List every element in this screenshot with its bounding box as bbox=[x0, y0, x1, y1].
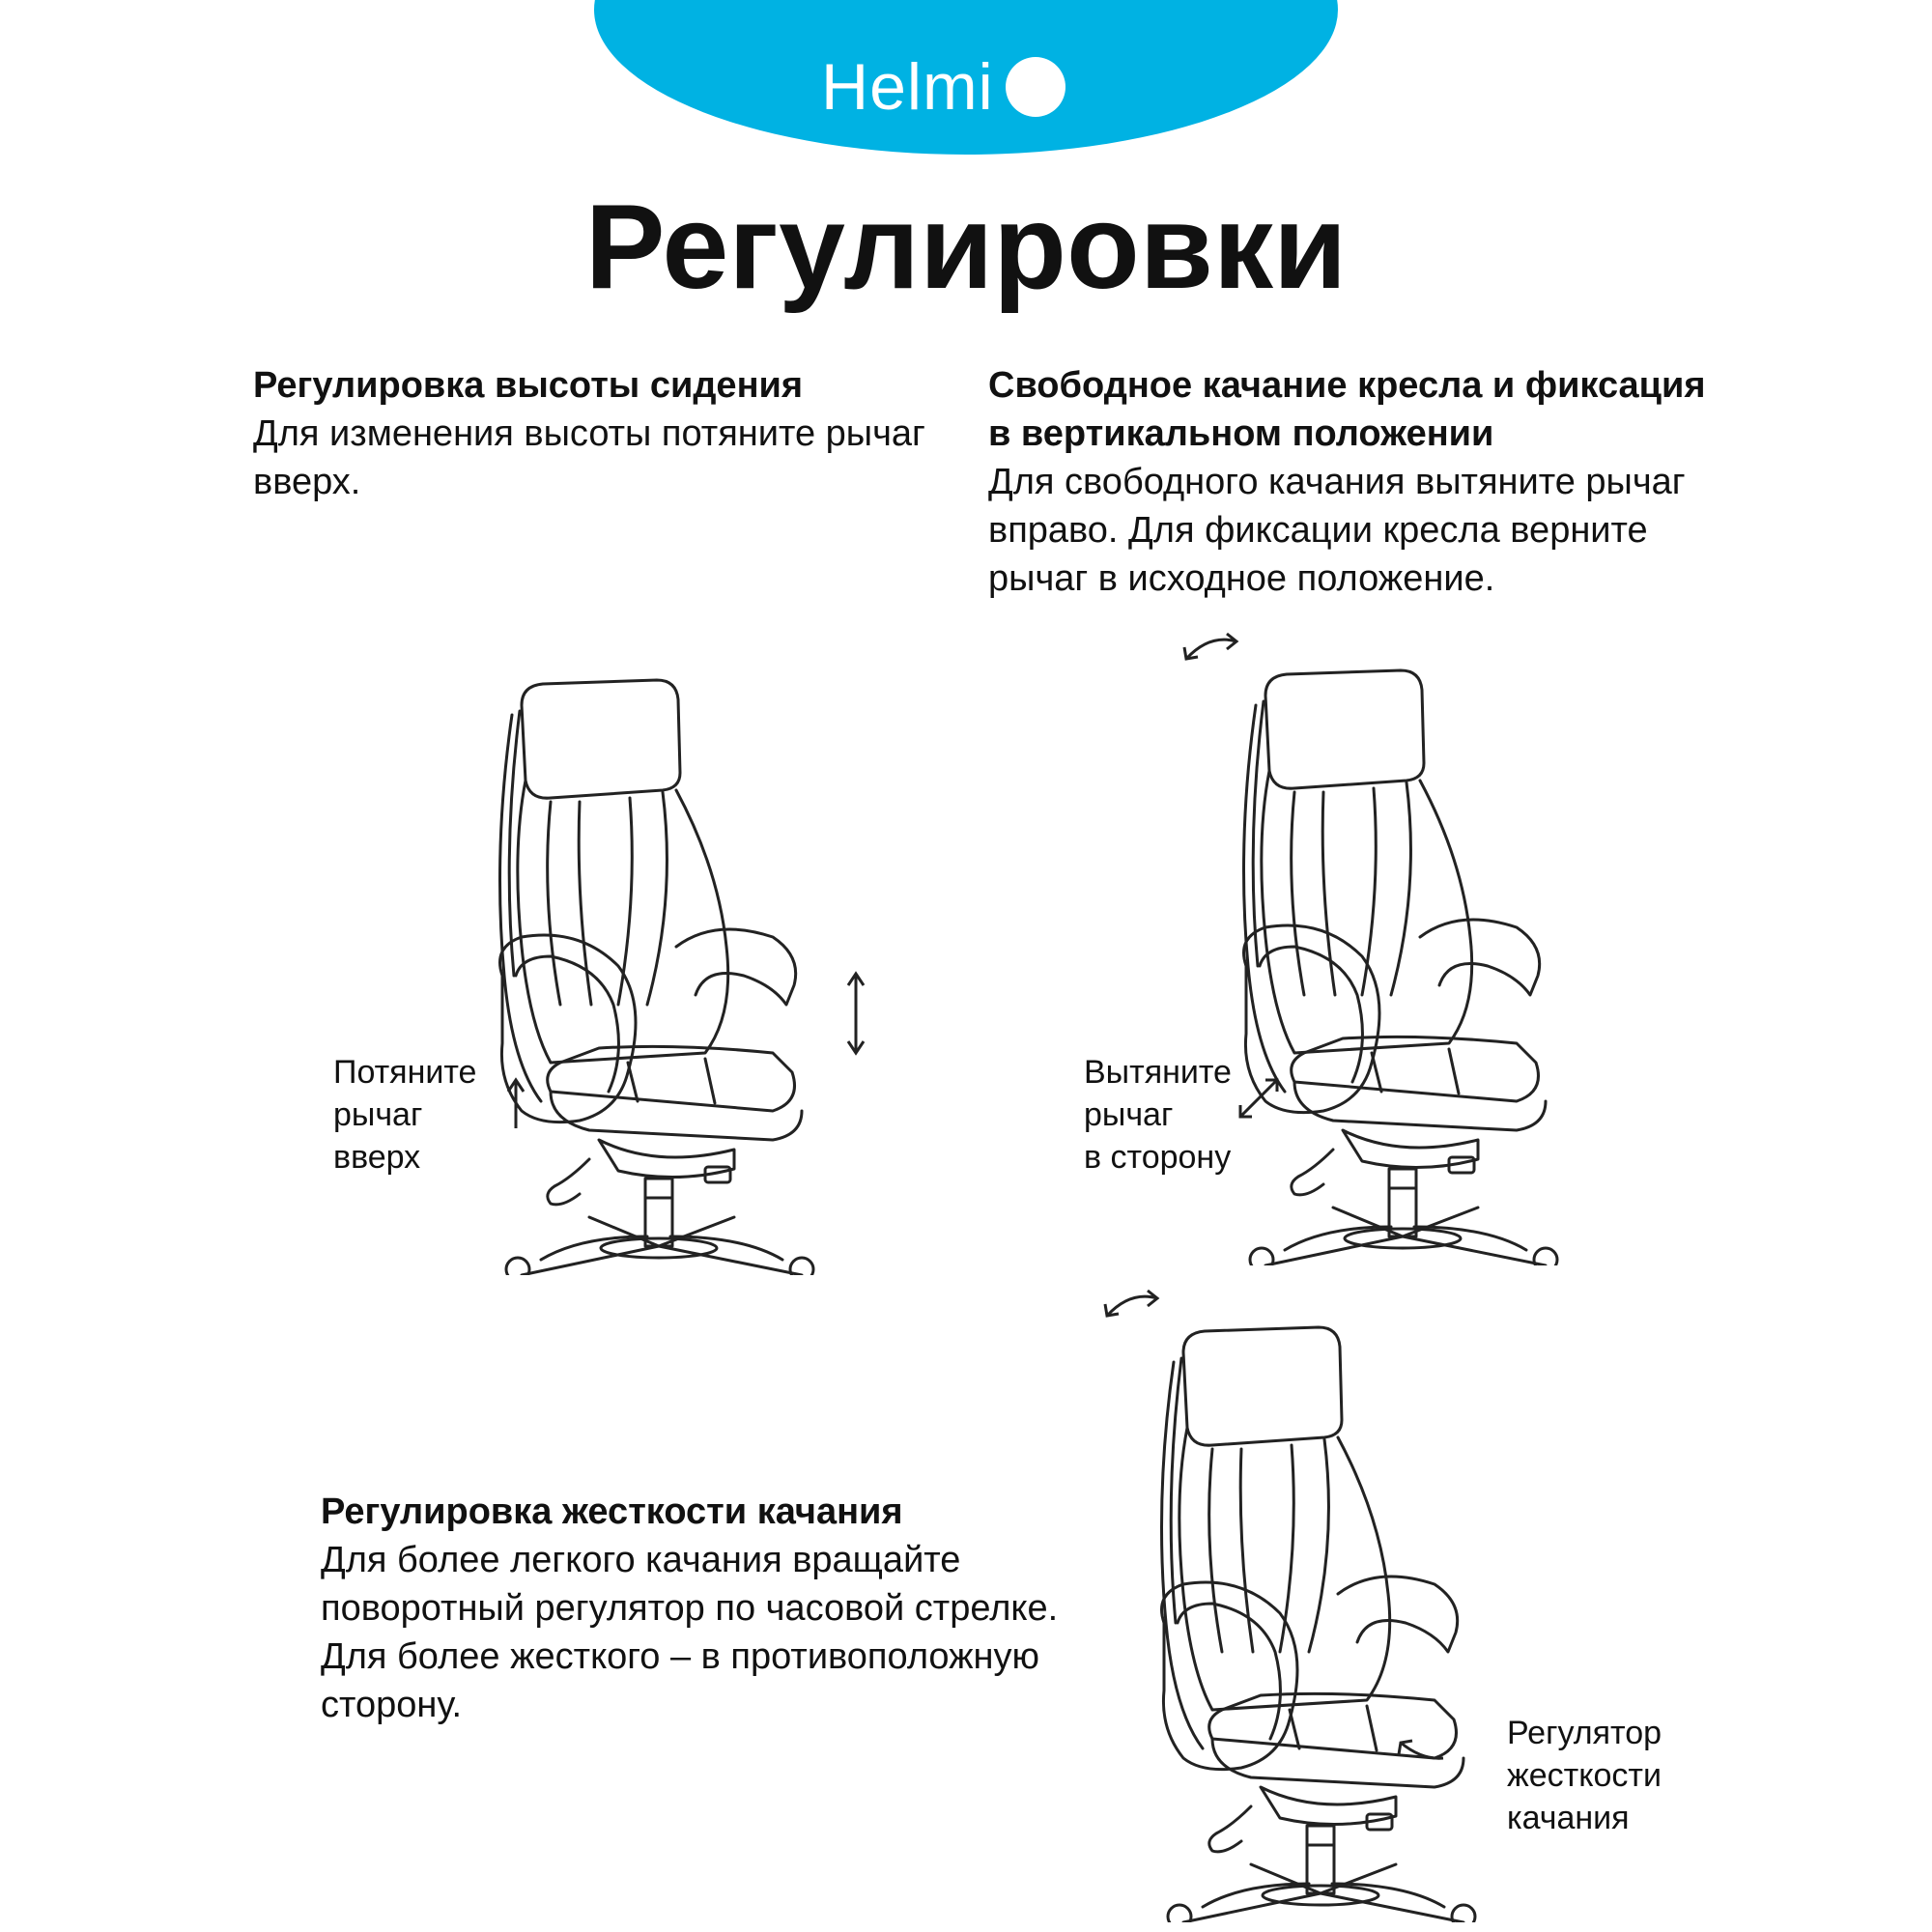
page-title: Регулировки bbox=[584, 181, 1348, 314]
callout-line: рычаг bbox=[333, 1096, 423, 1133]
brand-dot-icon bbox=[1006, 57, 1065, 117]
callout-line: вверх bbox=[333, 1139, 421, 1176]
chair-drawing bbox=[483, 657, 831, 1275]
callout-line: Регулятор bbox=[1507, 1715, 1662, 1751]
chair-illustration-height bbox=[483, 657, 831, 1275]
section-body-line: Для более легкого качания вращайте bbox=[321, 1540, 961, 1580]
rotate-arrow-icon bbox=[1180, 628, 1242, 671]
section-body-line: вправо. Для фиксации кресла верните bbox=[988, 510, 1648, 551]
callout-line: Вытяните bbox=[1084, 1054, 1232, 1091]
section-body-line: сторону. bbox=[321, 1685, 463, 1725]
callout-pull-lever bbox=[333, 1051, 476, 1179]
chair-drawing bbox=[1145, 1304, 1492, 1922]
up-down-arrow-icon bbox=[844, 970, 867, 1062]
section-body-line: поворотный регулятор по часовой стрелке. bbox=[321, 1588, 1059, 1629]
callout-line: жесткости bbox=[1507, 1757, 1662, 1794]
callout-line: Потяните bbox=[333, 1054, 477, 1091]
section-body-line: Для свободного качания вытяните рычаг bbox=[988, 462, 1686, 502]
section-free-swing bbox=[988, 361, 1722, 603]
brand-logo bbox=[821, 48, 1065, 126]
section-body-line: Для изменения высоты потяните рычаг bbox=[253, 413, 925, 454]
section-body-line: вверх. bbox=[253, 462, 361, 502]
section-heading: Свободное качание кресла и фиксация bbox=[988, 365, 1706, 406]
diagonal-arrow-icon bbox=[1235, 1074, 1283, 1127]
section-seat-height bbox=[253, 361, 968, 506]
brand-name: Helmi bbox=[821, 50, 994, 124]
callout-pull-out-lever bbox=[1084, 1051, 1232, 1179]
callout-line: рычаг bbox=[1084, 1096, 1174, 1133]
section-heading: Регулировка высоты сидения bbox=[253, 365, 804, 406]
chair-illustration-swing bbox=[1227, 647, 1575, 1265]
section-heading: Регулировка жесткости качания bbox=[321, 1492, 903, 1532]
callout-stiffness-knob bbox=[1507, 1712, 1662, 1839]
section-swing-stiffness bbox=[321, 1488, 1190, 1729]
section-body-line: рычаг в исходное положение. bbox=[988, 558, 1495, 599]
section-heading: в вертикальном положении bbox=[988, 413, 1494, 454]
callout-line: в сторону bbox=[1084, 1139, 1232, 1176]
up-arrow-icon bbox=[504, 1076, 527, 1135]
chair-illustration-stiffness bbox=[1145, 1304, 1492, 1922]
rotate-arrow-icon bbox=[1101, 1285, 1163, 1328]
chair-drawing bbox=[1227, 647, 1575, 1265]
curved-arrow-icon bbox=[1393, 1733, 1447, 1771]
section-body-line: Для более жесткого – в противоположную bbox=[321, 1636, 1040, 1677]
callout-line: качания bbox=[1507, 1800, 1630, 1836]
